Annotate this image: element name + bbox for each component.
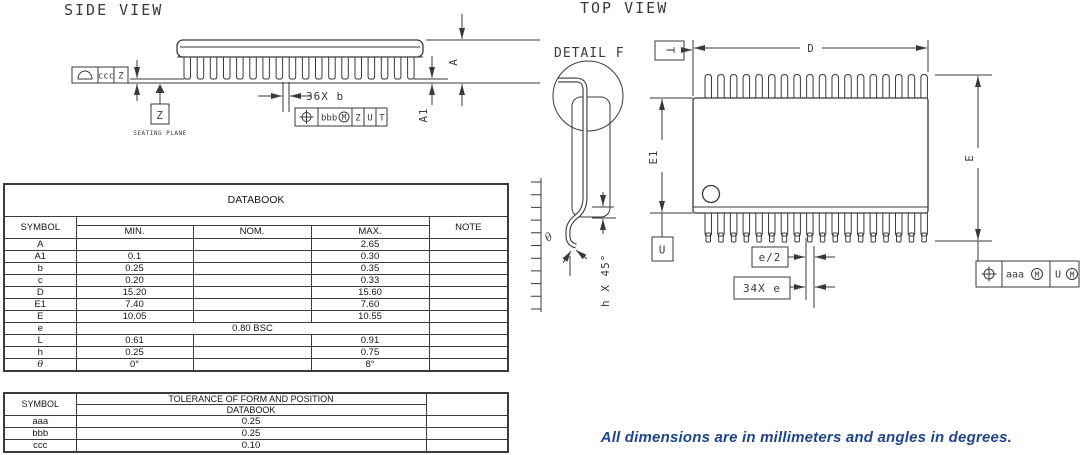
dim-max: 15.60 — [311, 287, 429, 299]
profile-symbol-icon — [78, 71, 92, 79]
pitch-label: 34X e — [742, 282, 782, 295]
dim-span-value: 0.80 BSC — [76, 323, 429, 335]
fcf-aaa-datum: U — [1054, 269, 1062, 281]
dim-min: 0.20 — [76, 275, 193, 287]
tolerance-row — [4, 428, 508, 440]
fcf-bbb-datum1: Z — [355, 113, 361, 124]
dim-symbol: E — [4, 311, 76, 323]
dimension-table-title: DATABOOK — [4, 184, 508, 217]
dim-symbol: A — [4, 239, 76, 251]
detail-f-title: DETAIL F — [554, 46, 625, 61]
dim-nom — [193, 287, 311, 299]
dim-nom — [193, 347, 311, 359]
dim-min: 0° — [76, 359, 193, 372]
dim-note — [429, 275, 508, 287]
dim-note — [429, 251, 508, 263]
tol-symbol: aaa — [4, 416, 76, 428]
dim-max: 0.75 — [311, 347, 429, 359]
datum-z-label: Z — [156, 109, 164, 122]
dim-max: 0.35 — [311, 263, 429, 275]
top-view-title: TOP VIEW — [580, 0, 669, 17]
dimension-row — [4, 287, 508, 299]
top-view-drawing — [530, 0, 1080, 312]
dim-nom — [193, 299, 311, 311]
dim-min: 0.25 — [76, 263, 193, 275]
dim-min: 0.1 — [76, 251, 193, 263]
dim-symbol: E1 — [4, 299, 76, 311]
dim-a1 — [418, 56, 432, 122]
dim-d-label: D — [807, 43, 815, 55]
dim-note — [429, 347, 508, 359]
seating-plane-label: SEATING PLANE — [133, 130, 187, 137]
pitch-half-label: e/2 — [758, 251, 782, 264]
dim-note — [429, 287, 508, 299]
tolerance-table-body — [4, 416, 508, 453]
tolerance-table — [3, 392, 509, 453]
tol-note — [426, 416, 508, 428]
dimension-row — [4, 251, 508, 263]
tol-note — [426, 428, 508, 440]
dim-e — [935, 75, 992, 261]
dim-nom — [193, 311, 311, 323]
dim-max: 0.91 — [311, 335, 429, 347]
dim-note — [429, 359, 508, 372]
dim-note — [429, 239, 508, 251]
dim-min: 15.20 — [76, 287, 193, 299]
col-note: NOTE — [429, 217, 508, 239]
dim-nom — [193, 263, 311, 275]
dimension-row — [4, 275, 508, 287]
tol-symbol: ccc — [4, 440, 76, 453]
dim-min: 0.61 — [76, 335, 193, 347]
dimension-row — [4, 359, 508, 372]
fcf-ccc-tolerance: ccc — [97, 71, 115, 82]
datum-t-label: T — [663, 46, 676, 55]
dimension-row — [4, 335, 508, 347]
dim-min — [76, 239, 193, 251]
lead-width-label: 36X b — [306, 90, 345, 103]
dim-a — [448, 14, 462, 106]
dim-max: 0.30 — [311, 251, 429, 263]
dim-nom — [193, 335, 311, 347]
dim-nom — [193, 239, 311, 251]
dim-symbol: θ — [4, 359, 76, 372]
fcf-bbb-tolerance: bbb — [321, 113, 338, 124]
fcf-bbb — [295, 108, 387, 126]
lead-angle-label: θ — [542, 230, 556, 245]
side-view-drawing — [0, 0, 545, 175]
dim-note — [429, 263, 508, 275]
detail-f-drawing — [531, 61, 623, 312]
dim-e1 — [648, 98, 693, 261]
col-nom: NOM. — [193, 226, 311, 239]
position-symbol-icon — [982, 267, 997, 282]
top-pins — [705, 75, 927, 99]
tol-value: 0.25 — [76, 416, 426, 428]
datum-u-label: U — [658, 243, 667, 257]
dim-max: 2.65 — [311, 239, 429, 251]
tol-note — [426, 440, 508, 453]
dim-max: 10.55 — [311, 311, 429, 323]
dim-note — [429, 335, 508, 347]
fcf-ccc-datum: Z — [118, 71, 124, 82]
dim-symbol: D — [4, 287, 76, 299]
col-max: MAX. — [311, 226, 429, 239]
col-symbol: SYMBOL — [4, 217, 76, 239]
fcf-bbb-datum3: T — [379, 113, 385, 124]
col-symbol: SYMBOL — [4, 393, 76, 416]
pin1-marker — [703, 186, 720, 203]
dim-symbol: L — [4, 335, 76, 347]
fcf-aaa-tolerance: aaa — [1006, 269, 1025, 281]
tolerance-row — [4, 440, 508, 453]
fcf-ccc — [72, 60, 137, 101]
dimension-row — [4, 311, 508, 323]
dimension-row — [4, 263, 508, 275]
tol-value: 0.25 — [76, 428, 426, 440]
dimension-table — [3, 183, 509, 372]
dimension-row — [4, 299, 508, 311]
dim-a1-label: A1 — [418, 107, 430, 123]
datum-t — [655, 41, 692, 60]
dim-a-label: A — [448, 58, 460, 66]
dim-max: 8° — [311, 359, 429, 372]
dim-nom — [193, 251, 311, 263]
col-min: MIN. — [76, 226, 193, 239]
tolerance-sub-header: DATABOOK — [76, 405, 426, 416]
fcf-bbb-datum2: U — [367, 113, 373, 124]
dim-symbol: A1 — [4, 251, 76, 263]
dim-symbol: e — [4, 323, 76, 335]
dim-e1-label: E1 — [648, 149, 660, 165]
tol-symbol: bbb — [4, 428, 76, 440]
position-symbol-icon — [300, 110, 314, 124]
dim-symbol: h — [4, 347, 76, 359]
dim-min: 10.05 — [76, 311, 193, 323]
dim-symbol: c — [4, 275, 76, 287]
top-view-package-body — [693, 98, 928, 213]
dim-e-label: E — [964, 154, 976, 162]
dim-note — [429, 299, 508, 311]
dim-d — [693, 40, 928, 96]
dim-max: 0.33 — [311, 275, 429, 287]
dim-note — [429, 311, 508, 323]
dim-nom — [193, 359, 311, 372]
fcf-aaa — [976, 261, 1079, 287]
dimension-row — [4, 323, 508, 335]
dim-note — [429, 323, 508, 335]
bottom-pins — [705, 213, 927, 242]
pitch-callouts — [734, 238, 835, 308]
dimension-row — [4, 239, 508, 251]
dim-max: 7.60 — [311, 299, 429, 311]
tol-value: 0.10 — [76, 440, 426, 453]
side-view-title: SIDE VIEW — [64, 1, 164, 19]
dimension-table-body — [4, 239, 508, 372]
chamfer-label: h X 45° — [599, 253, 612, 307]
side-view-package-body — [177, 40, 423, 57]
tolerance-row — [4, 416, 508, 428]
fcf-bbb-modifier: M — [341, 113, 347, 122]
dim-nom — [193, 275, 311, 287]
dim-min: 7.40 — [76, 299, 193, 311]
tolerance-group-header: TOLERANCE OF FORM AND POSITION — [76, 393, 426, 405]
fcf-aaa-modifier2: M — [1069, 270, 1075, 280]
dimension-row — [4, 347, 508, 359]
dim-min: 0.25 — [76, 347, 193, 359]
datum-z — [133, 84, 186, 137]
units-note: All dimensions are in millimeters and angles in degrees. — [600, 429, 1012, 446]
side-view-leads — [184, 57, 414, 79]
fcf-aaa-modifier1: M — [1034, 270, 1040, 280]
dim-symbol: b — [4, 263, 76, 275]
